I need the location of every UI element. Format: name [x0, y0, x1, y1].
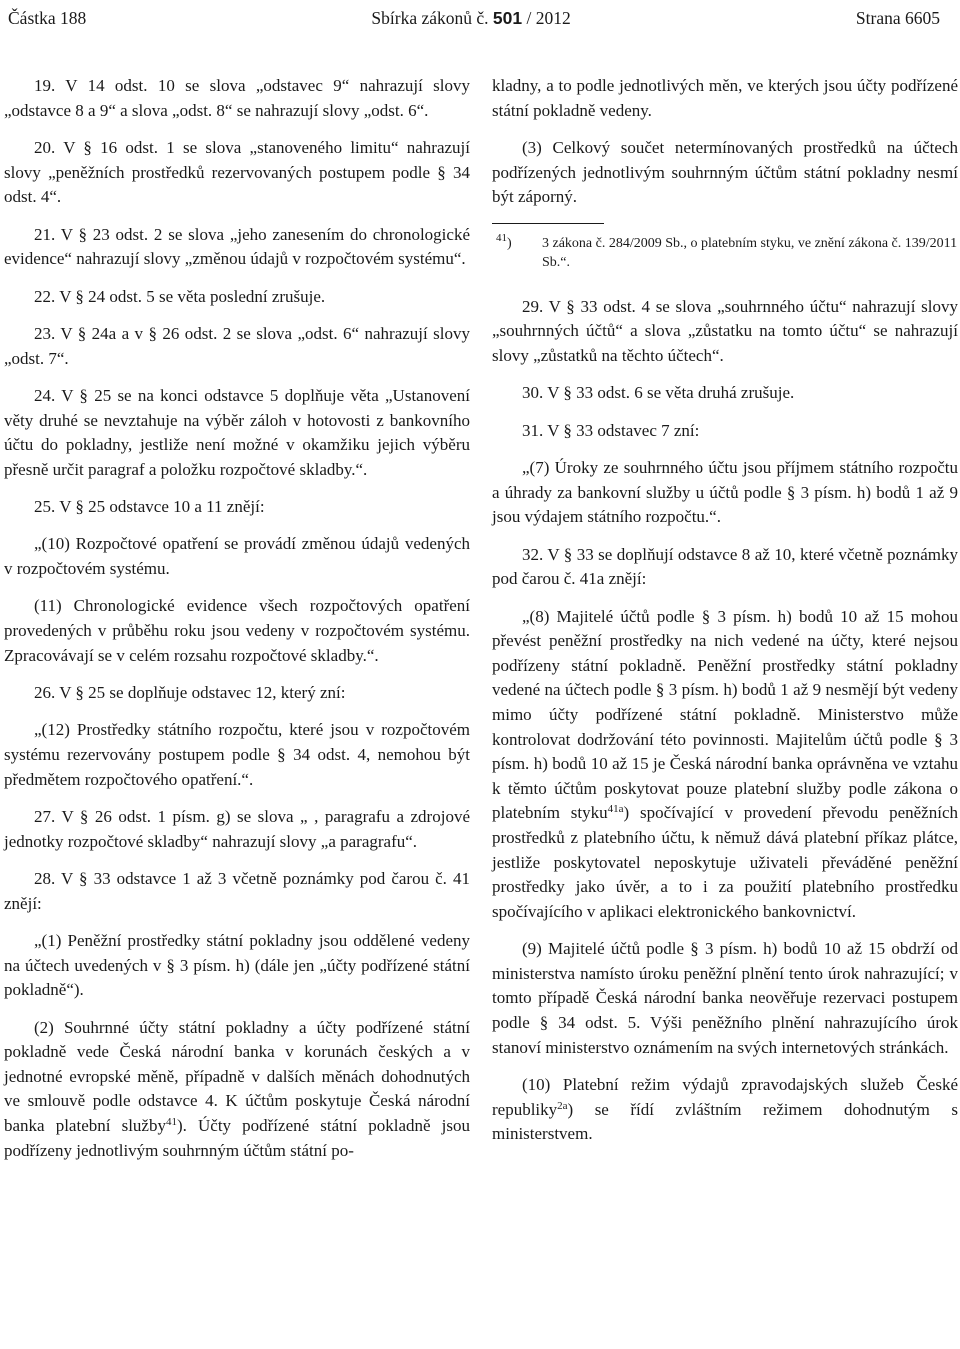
footnote-mark: $^{41}$)	[496, 231, 512, 251]
quoted-paragraph-12: „(12) Prostředky státního rozpočtu, které jsou v rozpočtovém systému rezervovány postupem podle § 34 odst. 4, nemohou být předmětem rozpočtového opatření.“.	[4, 720, 470, 789]
quoted-paragraph-1: „(1) Peněžní prostředky státní pokladny jsou oddělené vedeny na účtech uvedených v § 3 písm. h) (dále jen „účty podřízené státní pokladně“).	[4, 930, 470, 1000]
header-collection: Sbírka zákonů č. 501 / 2012	[371, 7, 571, 28]
header-law-number: 501	[492, 7, 523, 28]
footnote-divider	[492, 223, 604, 224]
continuation-text: kladny, a to podle jednotlivých měn, ve kterých jsou účty podřízené státní pokladně vedeny.	[492, 76, 958, 120]
quoted-paragraph-2: (2) Souhrnné účty státní pokladny a účty podřízené státní pokladně vede Česká národní banka v korunách českých a v jednotné evropské měně, případně v dalších měnách dohodnutých ve smlouvě podle odstavce 4. K účtům poskytuje Česká národní banka platební služby$^{41}$). Účty podřízené státní pokladně jsou podřízeny jednotlivým souhrnným účtům státní po-	[4, 1017, 470, 1160]
quoted-paragraph-3: (3) Celkový součet netermínovaných prostředků na účtech podřízených jednotlivým souhrnným účtům státní pokladny nesmí být záporný.	[492, 137, 958, 207]
quoted-paragraph-11: (11) Chronologické evidence všech rozpočtových opatření provedených v průběhu roku jsou vedeny v rozpočtovém systému. Zpracovávají se v celém rozsahu rozpočtové skladby.“.	[4, 596, 470, 665]
amendment-22: 22. V § 24 odst. 5 se věta poslední zrušuje.	[34, 286, 326, 306]
amendment-19: 19. V 14 odst. 10 se slova „odstavec 9“ nahrazují slovy „odstavce 8 a 9“ a slova „odst. 8“ se nahrazují slovy „odst. 6“.	[4, 76, 470, 120]
amendment-29: 29. V § 33 odst. 4 se slova „souhrnného účtu“ nahrazují slovy „souhrnných účtů“ a slova „zůstatku na tomto účtu“ se nahrazují slovy „zůstatků na těchto účtech“.	[492, 296, 958, 365]
footnote-ref-2a: 2a	[557, 1099, 568, 1112]
amendment-26: 26. V § 25 se doplňuje odstavec 12, který zní:	[34, 683, 346, 703]
amendment-20: 20. V § 16 odst. 1 se slova „stanoveného limitu“ nahrazují slovy „peněžních prostředků rezervovaných postupem podle § 34 odst. 4“.	[4, 137, 470, 207]
amendment-24: 24. V § 25 se na konci odstavce 5 doplňuje věta „Ustanovení věty druhé se nevztahuje na výběr záloh v hotovosti z bankovního účtu do pokladny, jestliže není možné v okamžiku jejich výběru přesně určit paragraf a položku rozpočtové skladby.“.	[4, 385, 470, 479]
amendment-27: 27. V § 26 odst. 1 písm. g) se slova „ , paragrafu a zdrojové jednotky rozpočtové skladby“ nahrazují slovy „a paragrafu“.	[4, 807, 470, 851]
amendment-31: 31. V § 33 odstavec 7 zní:	[522, 420, 700, 440]
amendment-21: 21. V § 23 odst. 2 se slova „jeho zanesením do chronologické evidence“ nahrazují slovy „změnou údajů v rozpočtovém systému“.	[4, 224, 470, 269]
running-header	[8, 6, 940, 30]
quoted-paragraph-10: „(10) Rozpočtové opatření se provádí změnou údajů vedených v rozpočtovém systému.	[4, 534, 470, 579]
quoted-paragraph-7: „(7) Úroky ze souhrnného účtu jsou příjmem státního rozpočtu a úhrady za bankovní služby u účtů podle § 3 písm. h) bodů 1 až 9 jsou výdajem státního rozpočtu.“.	[492, 458, 958, 527]
amendment-30: 30. V § 33 odst. 6 se věta druhá zrušuje.	[522, 383, 795, 403]
amendment-32: 32. V § 33 se doplňují odstavce 8 až 10, které včetně poznámky pod čarou č. 41a znějí:	[492, 544, 958, 589]
footnote-ref-41a: 41a	[607, 803, 624, 816]
amendment-23: 23. V § 24a a v § 26 odst. 2 se slova „odst. 6“ nahrazují slovy „odst. 7“.	[4, 323, 470, 368]
amendment-25: 25. V § 25 odstavce 10 a 11 znějí:	[34, 497, 265, 517]
footnote-41	[492, 231, 958, 273]
header-page-number: Strana 6605	[855, 7, 940, 28]
quoted-paragraph-10b: (10) Platební režim výdajů zpravodajských služeb České republiky$^{2a}$) se řídí zvláštním režimem dohodnutým s ministerstvem.	[492, 1074, 958, 1144]
footnote-text: 3 zákona č. 284/2009 Sb., o platebním styku, ve znění zákona č. 139/2011 Sb.“.	[542, 235, 958, 271]
header-issue: Částka 188	[8, 7, 87, 28]
amendment-28: 28. V § 33 odstavce 1 až 3 včetně poznámky pod čarou č. 41 znějí:	[4, 869, 470, 913]
footnote-ref-41: 41	[165, 1115, 177, 1128]
left-column	[4, 74, 470, 1176]
right-column	[492, 74, 958, 1160]
quoted-paragraph-8: „(8) Majitelé účtů podle § 3 písm. h) bodů 10 až 15 mohou převést peněžní prostředky na nich vedené na účty, které nejsou podřízeny státní pokladně. Peněžní prostředky státní pokladny vedené na účtech podle § 3 písm. h) bodů 1 až 9 nesmějí být vedeny mimo účty podřízené státní pokladně. Ministerstvo může kontrolovat dodržování této povinnosti. Majitelům účtů podle § 3 písm. h) bodů 10 až 15 je Česká národní banka oprávněna ve vztahu k těmto účtům poskytovat pouze platební služby podle zákona o platebním styku$^{41a}$) spočívající v provedení převodu peněžních prostředků z platebního účtu, k němuž dává platební příkaz plátce, jestliže poskytovatel neposkytuje uživateli převáděné peněžní prostředky jako úvěr, a to i za použití platebního prostředku spočívajícího v aplikaci elektronického bankovnictví.	[492, 606, 958, 921]
quoted-paragraph-9: (9) Majitelé účtů podle § 3 písm. h) bodů 10 až 15 obdrží od ministerstva namísto úroku peněžní plnění tento úrok nahrazující; v tomto případě Česká národní banka neověřuje rezervaci postupem podle § 34 odst. 5. Výši peněžního plnění nahrazujícího úrok stanoví ministerstvo oznámením na svých internetových stránkách.	[492, 939, 958, 1057]
